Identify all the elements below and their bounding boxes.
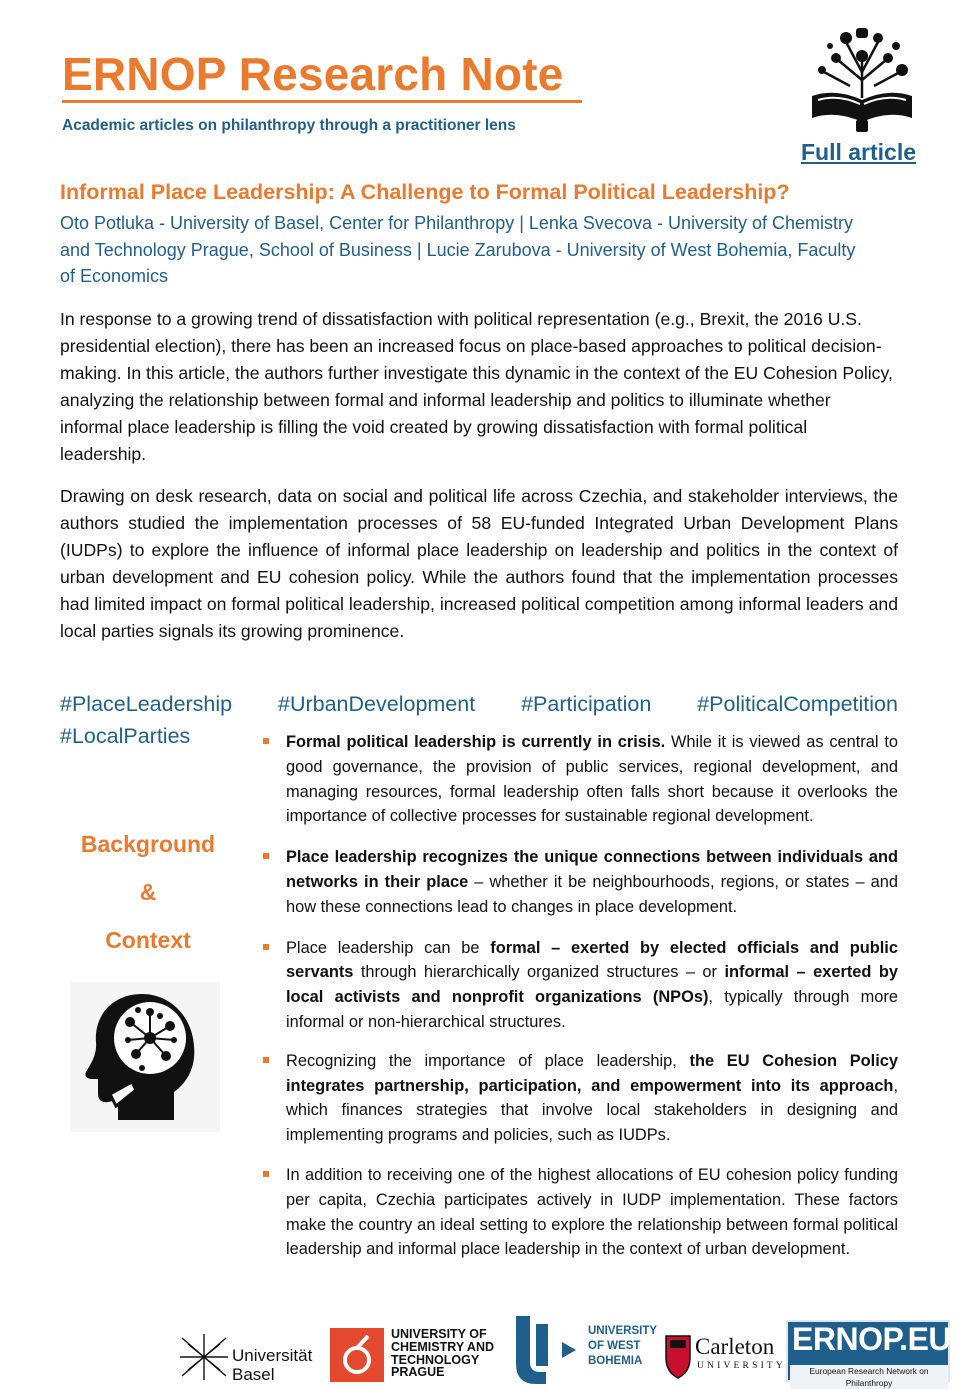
page-subtitle: Academic articles on philanthropy through a practitioner lens (62, 117, 516, 134)
article-authors: Oto Potluka - University of Basel, Center for Philanthropy | Lenka Svecova - University of Chemistry and Technology Prague, School of Business | Lucie Zarubova - University of West Bohemia, Faculty of Economics (60, 213, 856, 286)
full-article-link[interactable]: Full article (801, 139, 917, 165)
list-item: Place leadership can be formal – exerted by elected officials and public servants through hierarchically organized structures – or informal – exerted by local activists and nonprofit organizations (NPOs), typically through more informal or non-hierarchical structures. (262, 936, 898, 1035)
basel-line: Basel (232, 1365, 275, 1384)
article-title: Informal Place Leadership: A Challenge to Formal Political Leadership? (60, 180, 790, 204)
ernop-wordmark: ERNOP.EU (792, 1321, 952, 1357)
uctp-wordmark (391, 1328, 494, 1379)
list-item: Formal political leadership is currently in crisis. While it is viewed as central to good governance, the provision of public services, regional development, and managing resources, formal leadership often falls short because it overlooks the importance of collective processes for sustainable regional development. (262, 730, 898, 829)
uwb-line: UNIVERSITY (588, 1325, 658, 1337)
carleton-wordmark: Carleton (695, 1334, 775, 1359)
hashtag: #Participation (521, 692, 652, 716)
basel-line: Universität (232, 1346, 313, 1365)
section-heading-line: Context (105, 927, 191, 953)
uwb-line: BOHEMIA (588, 1355, 643, 1367)
section-heading-line: Background (80, 831, 216, 857)
hashtag: #PoliticalCompetition (697, 692, 898, 716)
uctp-line: PRAGUE (391, 1365, 445, 1380)
uwb-wordmark (588, 1324, 657, 1369)
uctp-line: CHEMISTRY AND (391, 1339, 495, 1354)
page-title: ERNOP Research Note (62, 48, 564, 100)
uwb-line: OF WEST (588, 1340, 641, 1352)
uctp-line: TECHNOLOGY (391, 1352, 480, 1367)
method-paragraph: Drawing on desk research, data on social and political life across Czechia, and stakeholder interviews, the authors studied the implementation processes of 58 EU-funded Integrated Urban Development Plans (IUDPs) to explore the influence of informal place leadership on leadership and politics in the context of urban development and EU cohesion policy. While the authors found that the implementation processes had limited impact on formal political leadership, increased political competition among informal leaders and local parties signals its growing prominence. (60, 486, 898, 641)
basel-wordmark (232, 1346, 312, 1384)
hashtag: #LocalParties (60, 724, 191, 748)
hashtag-row (60, 690, 898, 718)
ernop-tagline: European Research Network on Philanthropy (790, 1365, 948, 1389)
hashtag: #UrbanDevelopment (278, 692, 476, 716)
key-points-list (262, 730, 898, 1262)
section-heading (60, 820, 236, 964)
book-of-ideas-icon (806, 20, 918, 134)
list-item: Recognizing the importance of place leadership, the EU Cohesion Policy integrates partnership, participation, and empowerment into its approach, which finances strategies that involve local stakeholders in designing and implementing programs and policies, such as IUDPs. (262, 1049, 898, 1148)
hashtag: #PlaceLeadership (60, 692, 233, 716)
title-underline (62, 100, 582, 103)
intro-paragraph: In response to a growing trend of dissatisfaction with political representation (e.g., Brexit, the 2016 U.S. presidential election), there has been an increased focus on place-based approaches to political decision-making. In this article, the authors further investigate this dynamic in the context of the EU Cohesion Policy, analyzing the relationship between formal and informal leadership and politics to illuminate whether informal place leadership is filling the void created by growing dissatisfaction with formal political leadership. (60, 309, 893, 464)
list-item: Place leadership recognizes the unique connections between individuals and networks in their place – whether it be neighbourhoods, regions, or states – and how these connections lead to changes in place development. (262, 845, 898, 919)
uctp-line: UNIVERSITY OF (391, 1327, 487, 1341)
list-item: In addition to receiving one of the highest allocations of EU cohesion policy funding per capita, Czechia participates actively in IUDP implementation. These factors make the country an ideal setting to explore the relationship between formal political leadership and informal place leadership in the context of urban development. (262, 1163, 898, 1262)
carleton-subtitle: UNIVERSITY (697, 1361, 786, 1371)
section-heading-line: & (139, 879, 157, 905)
head-network-icon (70, 982, 220, 1132)
